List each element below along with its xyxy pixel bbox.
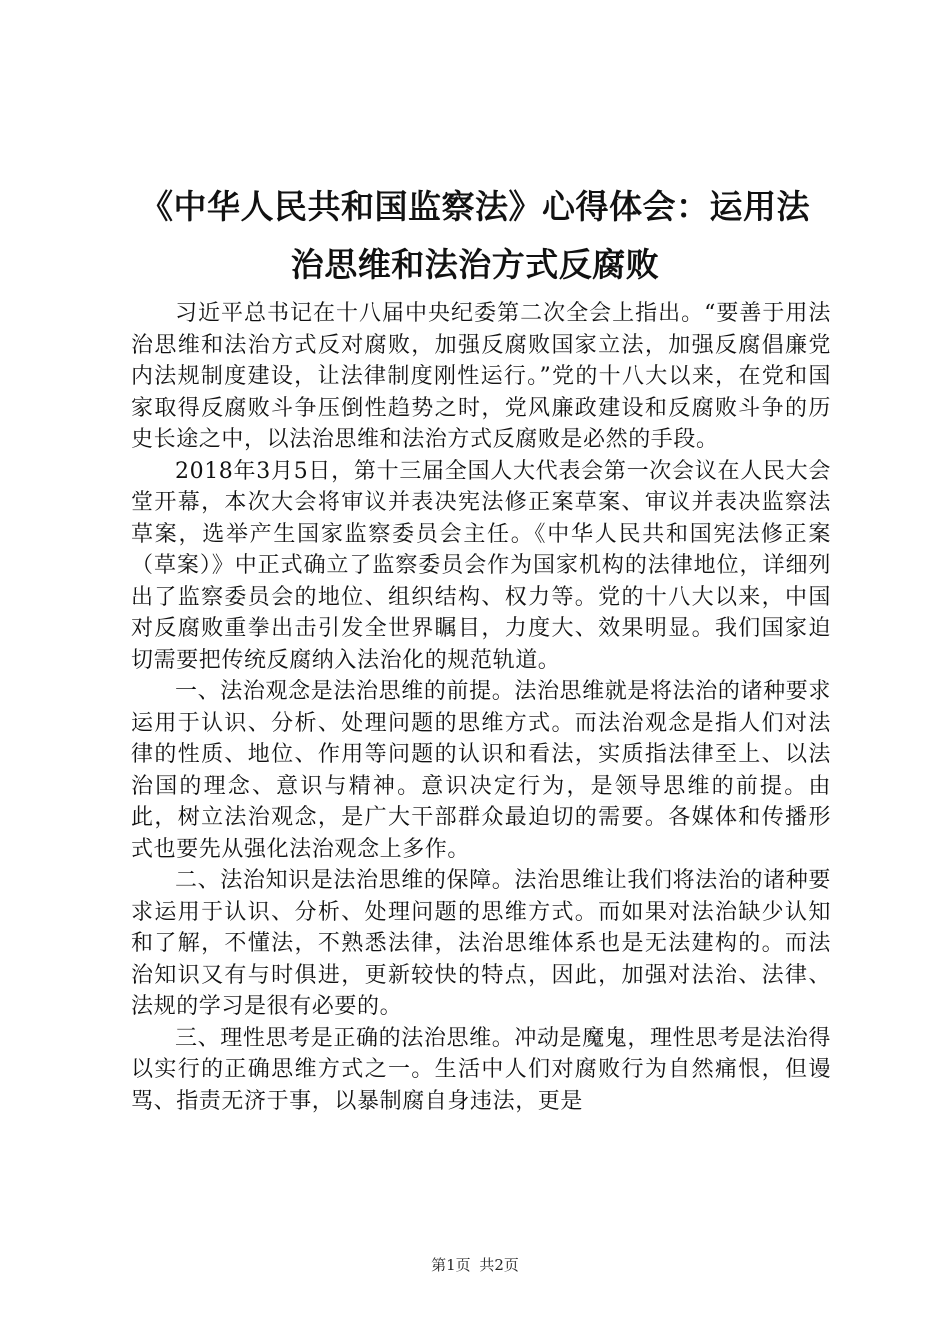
paragraph-point-two: 二、法治知识是法治思维的保障。法治思维让我们将法治的诸种要求运用于认识、分析、处理问题的思维方式。而如果对法治缺少认知和了解，不懂法，不熟悉法律，法治思维体系也是无法建构的。而法治知识又有与时俱进，更新较快的特点，因此，加强对法治、法律、法规的学习是很有必要的。 bbox=[131, 868, 831, 1019]
paragraph-point-one: 一、法治观念是法治思维的前提。法治思维就是将法治的诸种要求运用于认识、分析、处理问题的思维方式。而法治观念是指人们对法律的性质、地位、作用等问题的认识和看法，实质指法律至上、以法治国的理念、意识与精神。意识决定行为，是领导思维的前提。由此，树立法治观念，是广大干部群众最迫切的需要。各媒体和传播形式也要先从强化法治观念上多作。 bbox=[131, 679, 831, 862]
page-number-total: 共2页 bbox=[479, 1256, 519, 1274]
paragraph-background: 2018年3月5日，第十三届全国人大代表会第一次会议在人民大会堂开幕，本次大会将审议并表决宪法修正案草案、审议并表决监察法草案，选举产生国家监察委员会主任。《中华人民共和国宪法修正案（草案）》中正式确立了监察委员会作为国家机构的法律地位，详细列出了监察委员会的地位、组织结构、权力等。党的十八大以来，中国对反腐败重拳出击引发全世界瞩目，力度大、效果明显。我们国家迫切需要把传统反腐纳入法治化的规范轨道。 bbox=[131, 458, 831, 673]
paragraph-point-three: 三、理性思考是正确的法治思维。冲动是魔鬼，理性思考是法治得以实行的正确思维方式之一。生活中人们对腐败行为自然痛恨，但谩骂、指责无济于事，以暴制腐自身违法，更是 bbox=[131, 1025, 831, 1114]
document-body bbox=[131, 298, 831, 1117]
title-line-1: 《中华人民共和国监察法》心得体会：运用法 bbox=[140, 187, 810, 226]
page-footer bbox=[0, 1255, 950, 1275]
title-line-2: 治思维和法治方式反腐败 bbox=[290, 245, 660, 284]
paragraph-intro: 习近平总书记在十八届中央纪委第二次全会上指出。“要善于用法治思维和法治方式反对腐败，加强反腐败国家立法，加强反腐倡廉党内法规制度建设，让法律制度刚性运行。”党的十八大以来，在党和国家取得反腐败斗争压倒性趋势之时，党风廉政建设和反腐败斗争的历史长途之中，以法治思维和法治方式反腐败是必然的手段。 bbox=[131, 301, 831, 452]
document-title bbox=[120, 178, 830, 294]
page-number-current: 第1页 bbox=[431, 1256, 471, 1274]
